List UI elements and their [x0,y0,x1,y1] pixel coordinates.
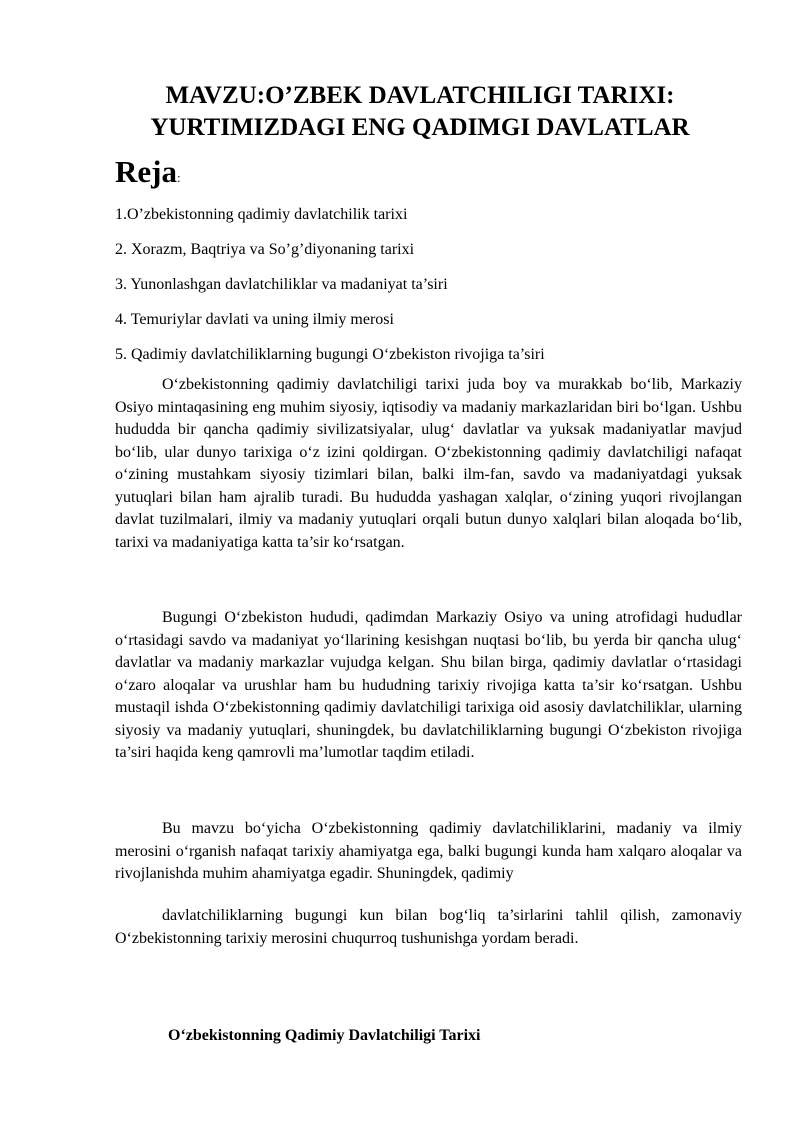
paragraph: Bugungi O‘zbekiston hududi, qadimdan Markaziy Osiyo va uning atrofidagi hududlar o‘rtasidagi savdo va madaniyat yo‘llarining kesishgan nuqtasi bo‘lib, bu yerda bir qancha ulug‘ davlatlar va madaniy markazlar vujudga kelgan. Shu bilan birga, qadimiy davlatlar o‘rtasidagi o‘zaro aloqalar va urushlar ham bu hududning tarixiy rivojiga katta ta’sir ko‘rsatgan. Ushbu mustaqil ishda O‘zbekistonning qadimiy davlatchiligi tarixiga oid asosiy davlatchiliklar, ularning siyosiy va madaniy yutuqlari, shuningdek, bu davlatchiliklarning bugungi O‘zbekiston rivojiga ta’siri haqida keng qamrovli ma’lumotlar taqdim etiladi. [115,609,742,761]
paragraph: O‘zbekistonning qadimiy davlatchiligi tarixi juda boy va murakkab bo‘lib, Markaziy Osiyo mintaqasining eng muhim siyosiy, iqtisodiy va madaniy markazlaridan biri bo‘lgan. Ushbu hududda bir qancha qadimiy sivilizatsiyalar, ulug‘ davlatlar va yuksak madaniyatlar mavjud bo‘lib, ular dunyo tarixiga o‘z izini qoldirgan. O‘zbekistonning qadimiy davlatchiligi nafaqat o‘zining mustahkam siyosiy tizimlari bilan, balki ilm-fan, savdo va madaniyatdagi yuksak yutuqlari bilan ham ajralib turadi. Bu hududda yashagan xalqlar, o‘zining yuqori rivojlangan davlat tuzilmalari, ilmiy va madaniy yutuqlari orqali butun dunyo xalqlari bilan aloqada bo‘lib, tarixi va madaniyatiga katta ta’sir ko‘rsatgan. [115,376,742,551]
title-line-1: MAVZU:O’ZBEK DAVLATCHILIGI TARIXI: [165,82,675,109]
plan-item: 2. Xorazm, Baqtriya va So’g’diyonaning tarixi [115,241,415,258]
paragraph: davlatchiliklarning bugungi kun bilan bog‘liq ta’sirlarini tahlil qilish, zamonaviy O‘zbekistonning tarixiy merosini chuqurroq tushunishga yordam beradi. [115,907,742,947]
title-line-2: YURTIMIZDAGI ENG QADIMGI DAVLATLAR [150,114,690,141]
plan-item: 4. Temuriylar davlati va uning ilmiy merosi [115,311,394,328]
document-title [90,80,750,144]
plan-heading-colon: : [176,170,181,185]
section-subheading: O‘zbekistonning Qadimiy Davlatchiligi Tarixi [168,1027,481,1044]
plan-heading-text: Reja [115,154,177,189]
plan-item: 3. Yunonlashgan davlatchiliklar va madaniyat ta’siri [115,276,448,293]
paragraph: Bu mavzu bo‘yicha O‘zbekistonning qadimiy davlatchiliklarini, madaniy va ilmiy merosini o‘rganish nafaqat tarixiy ahamiyatga ega, balki bugungi kunda ham xalqaro aloqalar va rivojlanishda muhim ahamiyatga egadir. Shuningdek, qadimiy [115,820,742,882]
plan-item: 5. Qadimiy davlatchiliklarning bugungi O‘zbekiston rivojiga ta’siri [115,346,545,363]
plan-heading [115,152,181,198]
plan-list [115,203,755,378]
plan-item: 1.O’zbekistonning qadimiy davlatchilik tarixi [115,206,408,223]
